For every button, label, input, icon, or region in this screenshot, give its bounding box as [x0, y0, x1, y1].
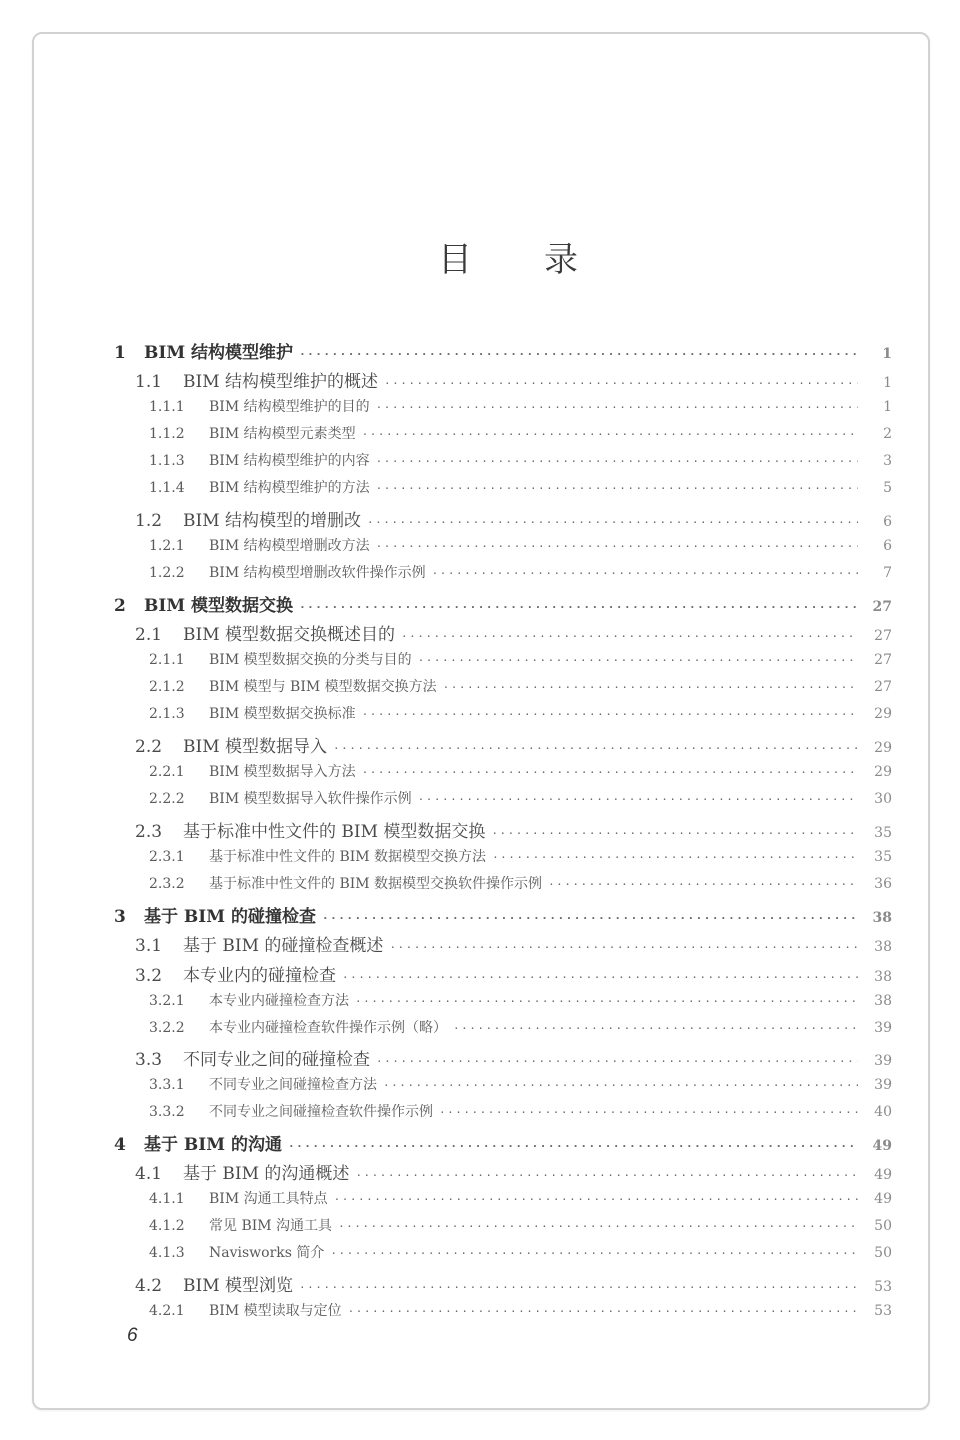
toc-entry-title: 不同专业之间碰撞检查方法 — [209, 1077, 377, 1093]
toc-entry-level-1[interactable] — [114, 1130, 892, 1154]
toc-entry-number: 4.1.2 — [149, 1218, 185, 1234]
toc-entry-page: 39 — [874, 1020, 892, 1036]
dot-leader — [367, 516, 858, 529]
dot-leader — [376, 1055, 858, 1068]
toc-entry-level-3[interactable] — [149, 1074, 892, 1094]
toc-entry-title: BIM 结构模型的增删改 — [183, 511, 362, 531]
toc-entry-number: 4.1 — [135, 1164, 163, 1184]
toc-entry-title: BIM 模型数据交换 — [144, 596, 294, 616]
toc-entry-level-3[interactable] — [149, 1101, 892, 1121]
toc-entry-page: 27 — [874, 628, 892, 644]
toc-entry-title: BIM 结构模型维护的内容 — [209, 453, 370, 469]
toc-entry-title: BIM 模型数据导入软件操作示例 — [209, 791, 412, 807]
toc-entry-title: BIM 结构模型维护 — [144, 343, 294, 363]
toc-entry-page: 38 — [874, 939, 892, 955]
toc-entry-level-3[interactable] — [149, 873, 892, 893]
toc-entry-title: 基于 BIM 的碰撞检查 — [144, 907, 316, 927]
dot-leader — [376, 401, 858, 414]
dot-leader — [418, 654, 858, 667]
toc-entry-level-3[interactable] — [149, 703, 892, 723]
toc-entry-title: BIM 结构模型元素类型 — [209, 426, 356, 442]
dot-leader — [492, 851, 858, 864]
toc-entry-number: 3.2 — [135, 966, 163, 986]
toc-entry-number: 1.2.2 — [149, 565, 185, 581]
toc-entry-number: 4.2.1 — [149, 1303, 185, 1319]
dot-leader — [342, 971, 858, 984]
toc-entry-number: 2.3.2 — [149, 876, 185, 892]
toc-entry-level-2[interactable] — [135, 506, 892, 530]
dot-leader — [299, 1281, 858, 1294]
toc-entry-title: BIM 结构模型维护的概述 — [183, 372, 379, 392]
dot-leader — [383, 1079, 858, 1092]
toc-entry-level-3[interactable] — [149, 562, 892, 582]
dot-leader — [439, 1106, 858, 1119]
toc-entry-number: 1.1 — [135, 372, 163, 392]
toc-entry-page: 27 — [874, 679, 892, 695]
toc-entry-title: BIM 沟通工具特点 — [209, 1191, 328, 1207]
toc-entry-number: 1.1.2 — [149, 426, 185, 442]
toc-entry-page: 50 — [874, 1245, 892, 1261]
toc-entry-level-3[interactable] — [149, 761, 892, 781]
toc-entry-number: 3.3.2 — [149, 1104, 185, 1120]
dot-leader — [355, 1169, 858, 1182]
toc-entry-level-3[interactable] — [149, 450, 892, 470]
toc-entry-level-2[interactable] — [135, 620, 892, 644]
toc-entry-level-3[interactable] — [149, 990, 892, 1010]
toc-entry-title: 基于 BIM 的碰撞检查概述 — [183, 936, 384, 956]
toc-entry-page: 27 — [872, 599, 892, 615]
toc-entry-number: 2.1.1 — [149, 652, 185, 668]
toc-entry-title: BIM 模型浏览 — [183, 1276, 294, 1296]
dot-leader — [453, 1022, 858, 1035]
dot-leader — [376, 540, 858, 553]
toc-entry-title: 本专业内碰撞检查方法 — [209, 993, 349, 1009]
toc-entry-number: 1.2 — [135, 511, 163, 531]
title-char-2: 录 — [544, 240, 578, 280]
toc-entry-title: BIM 模型数据导入方法 — [209, 764, 356, 780]
dot-leader — [443, 681, 858, 694]
toc-entry-level-2[interactable] — [135, 1271, 892, 1295]
toc-entry-page: 38 — [874, 969, 892, 985]
toc-entry-number: 1.1.3 — [149, 453, 185, 469]
toc-entry-title: 本专业内的碰撞检查 — [183, 966, 336, 986]
toc-entry-number: 3.3.1 — [149, 1077, 185, 1093]
toc-entry-number: 2.1.3 — [149, 706, 185, 722]
toc-entry-number: 1 — [114, 343, 126, 363]
dot-leader — [330, 1247, 858, 1260]
toc-entry-level-3[interactable] — [149, 477, 892, 497]
toc-entry-title: BIM 模型数据交换概述目的 — [183, 625, 396, 645]
toc-entry-page: 39 — [874, 1053, 892, 1069]
toc-entry-number: 3.2.1 — [149, 993, 185, 1009]
toc-entry-title: 基于 BIM 的沟通概述 — [183, 1164, 350, 1184]
toc-entry-page: 49 — [874, 1191, 892, 1207]
toc-entry-title: BIM 结构模型维护的目的 — [209, 399, 370, 415]
toc-entry-title: BIM 模型与 BIM 模型数据交换方法 — [209, 679, 437, 695]
toc-entry-page: 53 — [874, 1279, 892, 1295]
toc-entry-title: 基于标准中性文件的 BIM 模型数据交换 — [183, 822, 486, 842]
toc-entry-page: 30 — [874, 791, 892, 807]
dot-leader — [384, 377, 858, 390]
title-char-1: 目 — [438, 240, 472, 280]
toc-entry-page: 3 — [883, 453, 892, 469]
toc-entry-number: 2.2.2 — [149, 791, 185, 807]
dot-leader — [355, 995, 858, 1008]
dot-leader — [288, 1140, 858, 1153]
toc-entry-title: BIM 结构模型维护的方法 — [209, 480, 370, 496]
toc-entry-level-3[interactable] — [149, 676, 892, 696]
toc-entry-level-2[interactable] — [135, 961, 892, 985]
page-number: 6 — [127, 1325, 138, 1346]
toc-entry-number: 2.1.2 — [149, 679, 185, 695]
toc-entry-title: 基于标准中性文件的 BIM 数据模型交换方法 — [209, 849, 487, 865]
toc-entry-page: 29 — [874, 706, 892, 722]
toc-entry-title: 不同专业之间的碰撞检查 — [183, 1050, 370, 1070]
toc-entry-page: 50 — [874, 1218, 892, 1234]
toc-entry-page: 38 — [874, 993, 892, 1009]
toc-entry-number: 1.1.4 — [149, 480, 185, 496]
toc-entry-level-3[interactable] — [149, 535, 892, 555]
toc-entry-level-2[interactable] — [135, 732, 892, 756]
toc-entry-level-1[interactable] — [114, 902, 892, 926]
dot-leader — [334, 1193, 858, 1206]
dot-leader — [432, 567, 858, 580]
toc-entry-page: 1 — [882, 346, 892, 362]
toc-entry-level-3[interactable] — [149, 1188, 892, 1208]
toc-entry-page: 35 — [874, 825, 892, 841]
toc-entry-page: 39 — [874, 1077, 892, 1093]
toc-entry-number: 1.1.1 — [149, 399, 185, 415]
toc-entry-page: 40 — [874, 1104, 892, 1120]
toc-entry-level-3[interactable] — [149, 788, 892, 808]
toc-entry-level-3[interactable] — [149, 649, 892, 669]
dot-leader — [299, 601, 858, 614]
dot-leader — [376, 482, 858, 495]
toc-entry-title: 常见 BIM 沟通工具 — [209, 1218, 333, 1234]
toc-entry-page: 29 — [874, 740, 892, 756]
dot-leader — [401, 630, 858, 643]
toc-entry-page: 36 — [874, 876, 892, 892]
toc-entry-title: 基于标准中性文件的 BIM 数据模型交换软件操作示例 — [209, 876, 543, 892]
toc-entry-page: 49 — [874, 1167, 892, 1183]
toc-entry-level-2[interactable] — [135, 931, 892, 955]
toc-entry-title: BIM 模型数据交换的分类与目的 — [209, 652, 412, 668]
toc-entry-level-1[interactable] — [114, 338, 892, 362]
dot-leader — [418, 793, 858, 806]
toc-entry-level-2[interactable] — [135, 367, 892, 391]
toc-entry-number: 2.3 — [135, 822, 163, 842]
toc-entry-page: 6 — [883, 538, 892, 554]
page-title — [438, 232, 578, 280]
toc-entry-number: 4.2 — [135, 1276, 163, 1296]
toc-entry-level-3[interactable] — [149, 1017, 892, 1037]
toc-entry-level-2[interactable] — [135, 817, 892, 841]
toc-entry-page: 35 — [874, 849, 892, 865]
toc-entry-title: 本专业内碰撞检查软件操作示例（略） — [209, 1020, 447, 1036]
toc-entry-title: BIM 模型数据交换标准 — [209, 706, 356, 722]
toc-entry-number: 2.1 — [135, 625, 163, 645]
dot-leader — [548, 878, 858, 891]
dot-leader — [362, 766, 858, 779]
toc-entry-level-3[interactable] — [149, 1215, 892, 1235]
toc-entry-level-3[interactable] — [149, 846, 892, 866]
toc-entry-number: 3.1 — [135, 936, 163, 956]
toc-entry-number: 3.2.2 — [149, 1020, 185, 1036]
toc-entry-level-3[interactable] — [149, 423, 892, 443]
toc-entry-level-3[interactable] — [149, 1242, 892, 1262]
toc-entry-title: BIM 模型读取与定位 — [209, 1303, 342, 1319]
toc-entry-page: 6 — [883, 514, 892, 530]
toc-entry-page: 7 — [883, 565, 892, 581]
toc-entry-title: Navisworks 简介 — [209, 1245, 325, 1261]
toc-entry-page: 2 — [883, 426, 892, 442]
dot-leader — [389, 941, 858, 954]
dot-leader — [299, 348, 858, 361]
toc-entry-page: 27 — [874, 652, 892, 668]
toc-entry-level-2[interactable] — [135, 1159, 892, 1183]
toc-entry-number: 4.1.3 — [149, 1245, 185, 1261]
toc-entry-number: 1.2.1 — [149, 538, 185, 554]
toc-entry-number: 4.1.1 — [149, 1191, 185, 1207]
toc-entry-number: 2 — [114, 596, 126, 616]
toc-entry-page: 38 — [872, 910, 892, 926]
dot-leader — [362, 428, 858, 441]
toc-entry-title: BIM 结构模型增删改方法 — [209, 538, 370, 554]
dot-leader — [322, 912, 858, 925]
toc-entry-page: 49 — [872, 1138, 892, 1154]
toc-entry-number: 2.2 — [135, 737, 163, 757]
toc-entry-title: BIM 结构模型增删改软件操作示例 — [209, 565, 426, 581]
toc-entry-number: 3.3 — [135, 1050, 163, 1070]
toc-entry-page: 29 — [874, 764, 892, 780]
dot-leader — [362, 708, 858, 721]
dot-leader — [348, 1305, 858, 1318]
toc-entry-page: 1 — [883, 375, 892, 391]
dot-leader — [376, 455, 858, 468]
dot-leader — [491, 827, 858, 840]
toc-entry-title: 不同专业之间碰撞检查软件操作示例 — [209, 1104, 433, 1120]
toc-entry-page: 1 — [883, 399, 892, 415]
toc-entry-title: 基于 BIM 的沟通 — [144, 1135, 282, 1155]
toc-entry-number: 4 — [114, 1135, 126, 1155]
toc-entry-number: 3 — [114, 907, 126, 927]
toc-entry-level-3[interactable] — [149, 1300, 892, 1320]
toc-entry-page: 5 — [883, 480, 892, 496]
toc-entry-title: BIM 模型数据导入 — [183, 737, 328, 757]
dot-leader — [338, 1220, 858, 1233]
toc-entry-number: 2.2.1 — [149, 764, 185, 780]
toc-entry-level-3[interactable] — [149, 396, 892, 416]
toc-entry-level-2[interactable] — [135, 1045, 892, 1069]
toc-entry-number: 2.3.1 — [149, 849, 185, 865]
toc-entry-level-1[interactable] — [114, 591, 892, 615]
toc-entry-page: 53 — [874, 1303, 892, 1319]
dot-leader — [333, 742, 858, 755]
